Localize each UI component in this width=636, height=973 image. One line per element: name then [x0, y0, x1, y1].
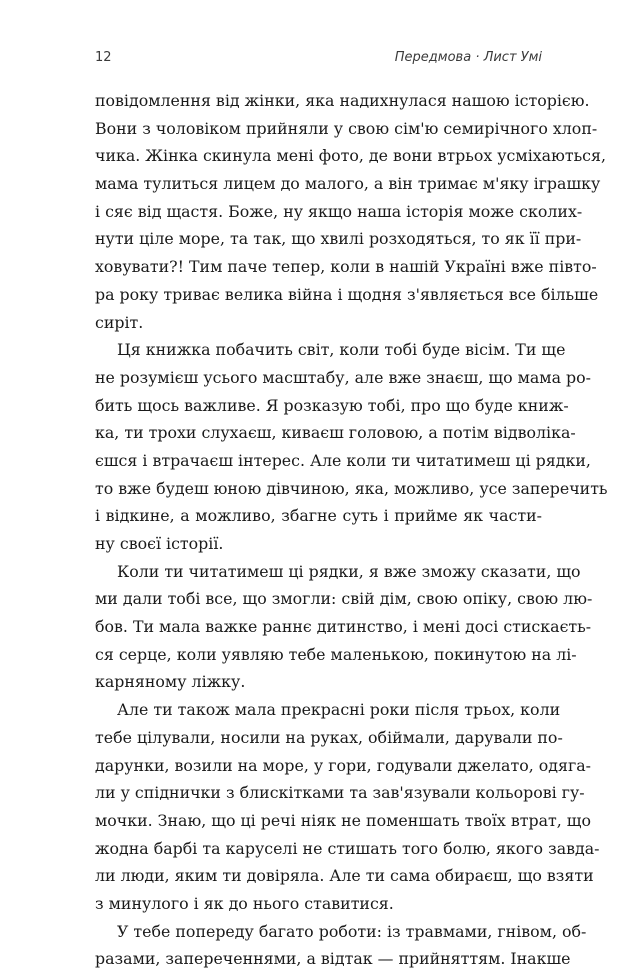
text-line: мама тулиться лицем до малого, а він тримає м'яку іграшку	[95, 174, 601, 194]
text-line: Вони з чоловіком прийняли у свою сім'ю семирічного хлоп-	[95, 118, 598, 138]
text-line: ховувати?! Тим паче тепер, коли в нашій Україні вже півто-	[95, 257, 597, 277]
page-number: 12	[95, 50, 112, 65]
text-line: Але ти також мала прекрасні роки після трьох, коли	[117, 700, 561, 720]
text-line: бить щось важливе. Я розказую тобі, про що буде книж-	[95, 395, 569, 415]
text-line: не розумієш усього масштабу, але вже знаєш, що мама ро-	[95, 367, 591, 387]
text-line: дарунки, возили на море, у гори, годували джелато, одяга-	[95, 755, 592, 775]
text-line: з минулого і як до нього ставитися.	[95, 893, 394, 913]
body-text	[95, 87, 608, 973]
text-line: сиріт.	[95, 312, 144, 332]
text-line: чика. Жінка скинула мені фото, де вони втрьох усміхаються,	[95, 146, 606, 166]
text-line: ми дали тобі все, що змогли: свій дім, свою опіку, свою лю-	[95, 589, 593, 609]
text-line: то вже будеш юною дівчиною, яка, можливо, усе заперечить	[95, 478, 608, 498]
text-line: Коли ти читатимеш ці рядки, я вже зможу сказати, що	[117, 561, 581, 581]
text-line: повідомлення від жінки, яка надихнулася нашою історією.	[95, 91, 590, 110]
text-line: Ця книжка побачить світ, коли тобі буде вісім. Ти ще	[117, 340, 566, 360]
text-line: і сяє від щастя. Боже, ну якщо наша історія може сколих-	[95, 201, 583, 221]
text-line: тебе цілували, носили на руках, обіймали, дарували по-	[95, 727, 563, 747]
text-line: ли у спіднички з блискітками та зав'язували кольорові гу-	[95, 783, 585, 803]
text-line: і відкине, а можливо, збагне суть і прийме як части-	[95, 506, 542, 526]
text-line: ра року триває велика війна і щодня з'являється все більше	[95, 284, 599, 304]
text-line: жодна барбі та каруселі не стишать того болю, якого завда-	[95, 838, 600, 858]
text-line: разами, запереченнями, а відтак — прийняттям. Інакше	[95, 949, 571, 969]
text-line: ну своєї історії.	[95, 534, 224, 553]
running-head	[95, 50, 542, 70]
text-line: єшся і втрачаєш інтерес. Але коли ти читатимеш ці рядки,	[95, 450, 591, 470]
text-line: нути ціле море, та так, що хвилі розходяться, то як її при-	[95, 229, 582, 249]
text-line: ка, ти трохи слухаєш, киваєш головою, а потім відволіка-	[95, 423, 576, 443]
text-line: ся серце, коли уявляю тебе маленькою, покинутою на лі-	[95, 644, 577, 664]
text-line: мочки. Знаю, що ці речі ніяк не поменшать твоїх втрат, що	[95, 810, 591, 830]
text-line: У тебе попереду багато роботи: із травмами, гнівом, об-	[117, 921, 587, 941]
text-line: бов. Ти мала важке раннє дитинство, і мені досі стискаєть-	[95, 617, 592, 637]
text-line: карняному ліжку.	[95, 672, 246, 692]
text-line: ли люди, яким ти довіряла. Але ти сама обираєш, що взяти	[95, 866, 594, 886]
running-title: Передмова · Лист Умі	[394, 50, 542, 65]
